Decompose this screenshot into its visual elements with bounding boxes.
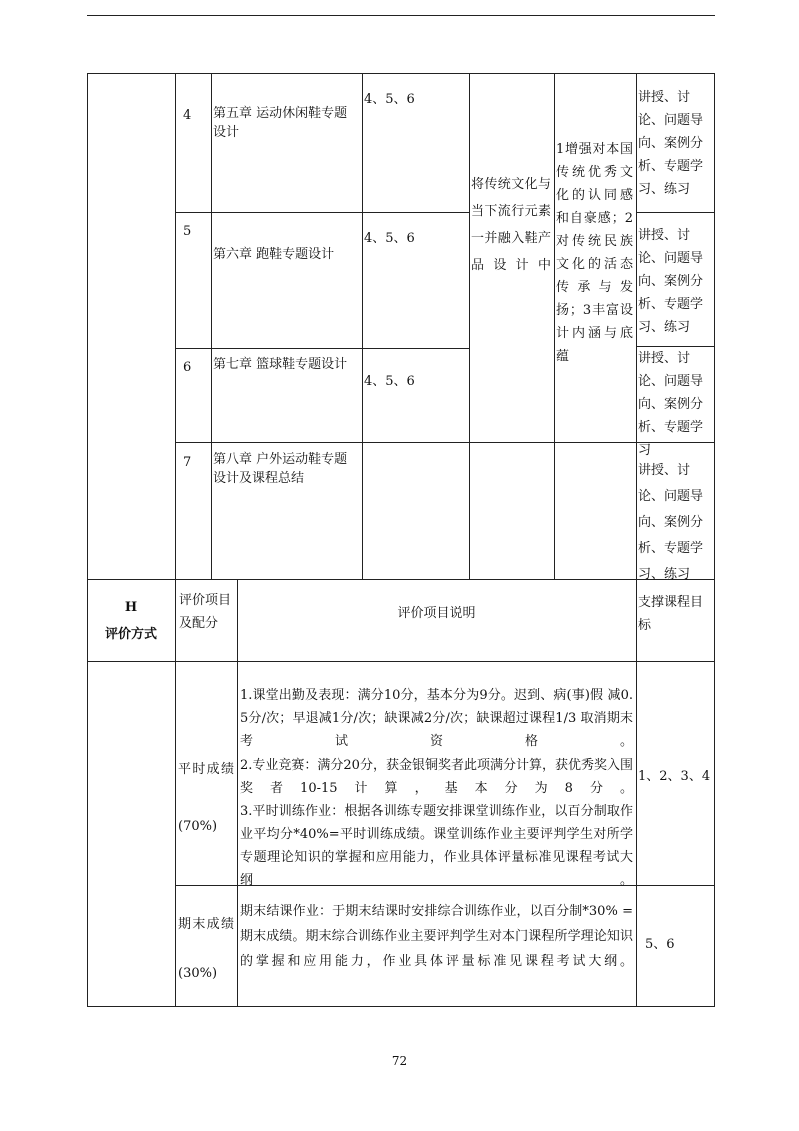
eval-support: 5、6: [645, 937, 675, 952]
col-header-support: 支撑课程目标: [638, 595, 704, 633]
eval-desc-competition: 2.专业竞赛：满分20分，获金银铜奖者此项满分计算，获优秀奖入围奖者10-15计算，基本分为8分。: [240, 758, 633, 796]
row-number: 6: [183, 360, 192, 375]
teaching-methods: 讲授、讨论、问题导向、案例分析、专题学习、练习: [638, 228, 704, 335]
page-number: 72: [391, 1054, 408, 1068]
row-objectives: 4、5、6: [364, 231, 415, 246]
eval-item-name: 平时成绩: [178, 762, 234, 777]
eval-desc-final: 期末结课作业：于期末结课时安排综合训练作业，以百分制*30% =期末成绩。期末综合训练作业主要评判学生对本门课程所学理论知识的掌握和应用能力，作业具体评量标准见课程考试大纲。: [240, 904, 633, 969]
eval-desc-attendance: 1.课堂出勤及表现：满分10分，基本分为9分。迟到、病(事)假 减0.5分/次；早退减1分/次；缺课减2分/次；缺课超过课程1/3 取消期末考试资格。: [240, 688, 633, 749]
eval-desc-homework: 3.平时训练作业：根据各训练专题安排课堂训练作业，以百分制取作业平均分*40%=平时训练成绩。课堂训练作业主要评判学生对所学专题理论知识的掌握和应用能力，作业具体评量标准见课程考试大纲。: [240, 804, 633, 888]
row-objectives: 4、5、6: [364, 92, 415, 107]
eval-item-name: 期末成绩: [178, 917, 234, 932]
eval-item-ratio: (70%): [178, 819, 218, 834]
row-number: 4: [183, 108, 192, 123]
col-header-item: 评价项目及配分: [179, 593, 232, 631]
ideology-goal: 1增强对本国传统优秀文化的认同感和自豪感；2对传统民族文化的活态传承与发扬；3丰富设计内涵与底蕴: [556, 142, 633, 364]
section-title: 评价方式: [104, 627, 157, 642]
eval-item-ratio: (30%): [178, 966, 218, 981]
chapter-title: 第七章 篮球鞋专题设计: [213, 357, 348, 372]
row-number: 7: [183, 455, 192, 470]
teaching-methods: 讲授、讨论、问题导向、案例分析、专题学习: [638, 351, 704, 458]
ideology-content: 将传统文化与当下流行元素一并融入鞋产品设计中: [471, 177, 551, 273]
chapter-title: 第五章 运动休闲鞋专题设计: [213, 106, 348, 140]
chapter-title: 第六章 跑鞋专题设计: [213, 247, 335, 262]
row-objectives: 4、5、6: [364, 374, 415, 389]
row-number: 5: [183, 224, 192, 239]
eval-support: 1、2、3、4: [638, 769, 711, 784]
teaching-methods: 讲授、讨论、问题导向、案例分析、专题学习、练习: [638, 463, 704, 582]
col-header-desc: 评价项目说明: [397, 606, 476, 621]
chapter-title: 第八章 户外运动鞋专题设计及课程总结: [213, 452, 348, 486]
teaching-methods: 讲授、讨论、问题导向、案例分析、专题学习、练习: [638, 90, 704, 197]
section-letter: H: [124, 600, 138, 615]
